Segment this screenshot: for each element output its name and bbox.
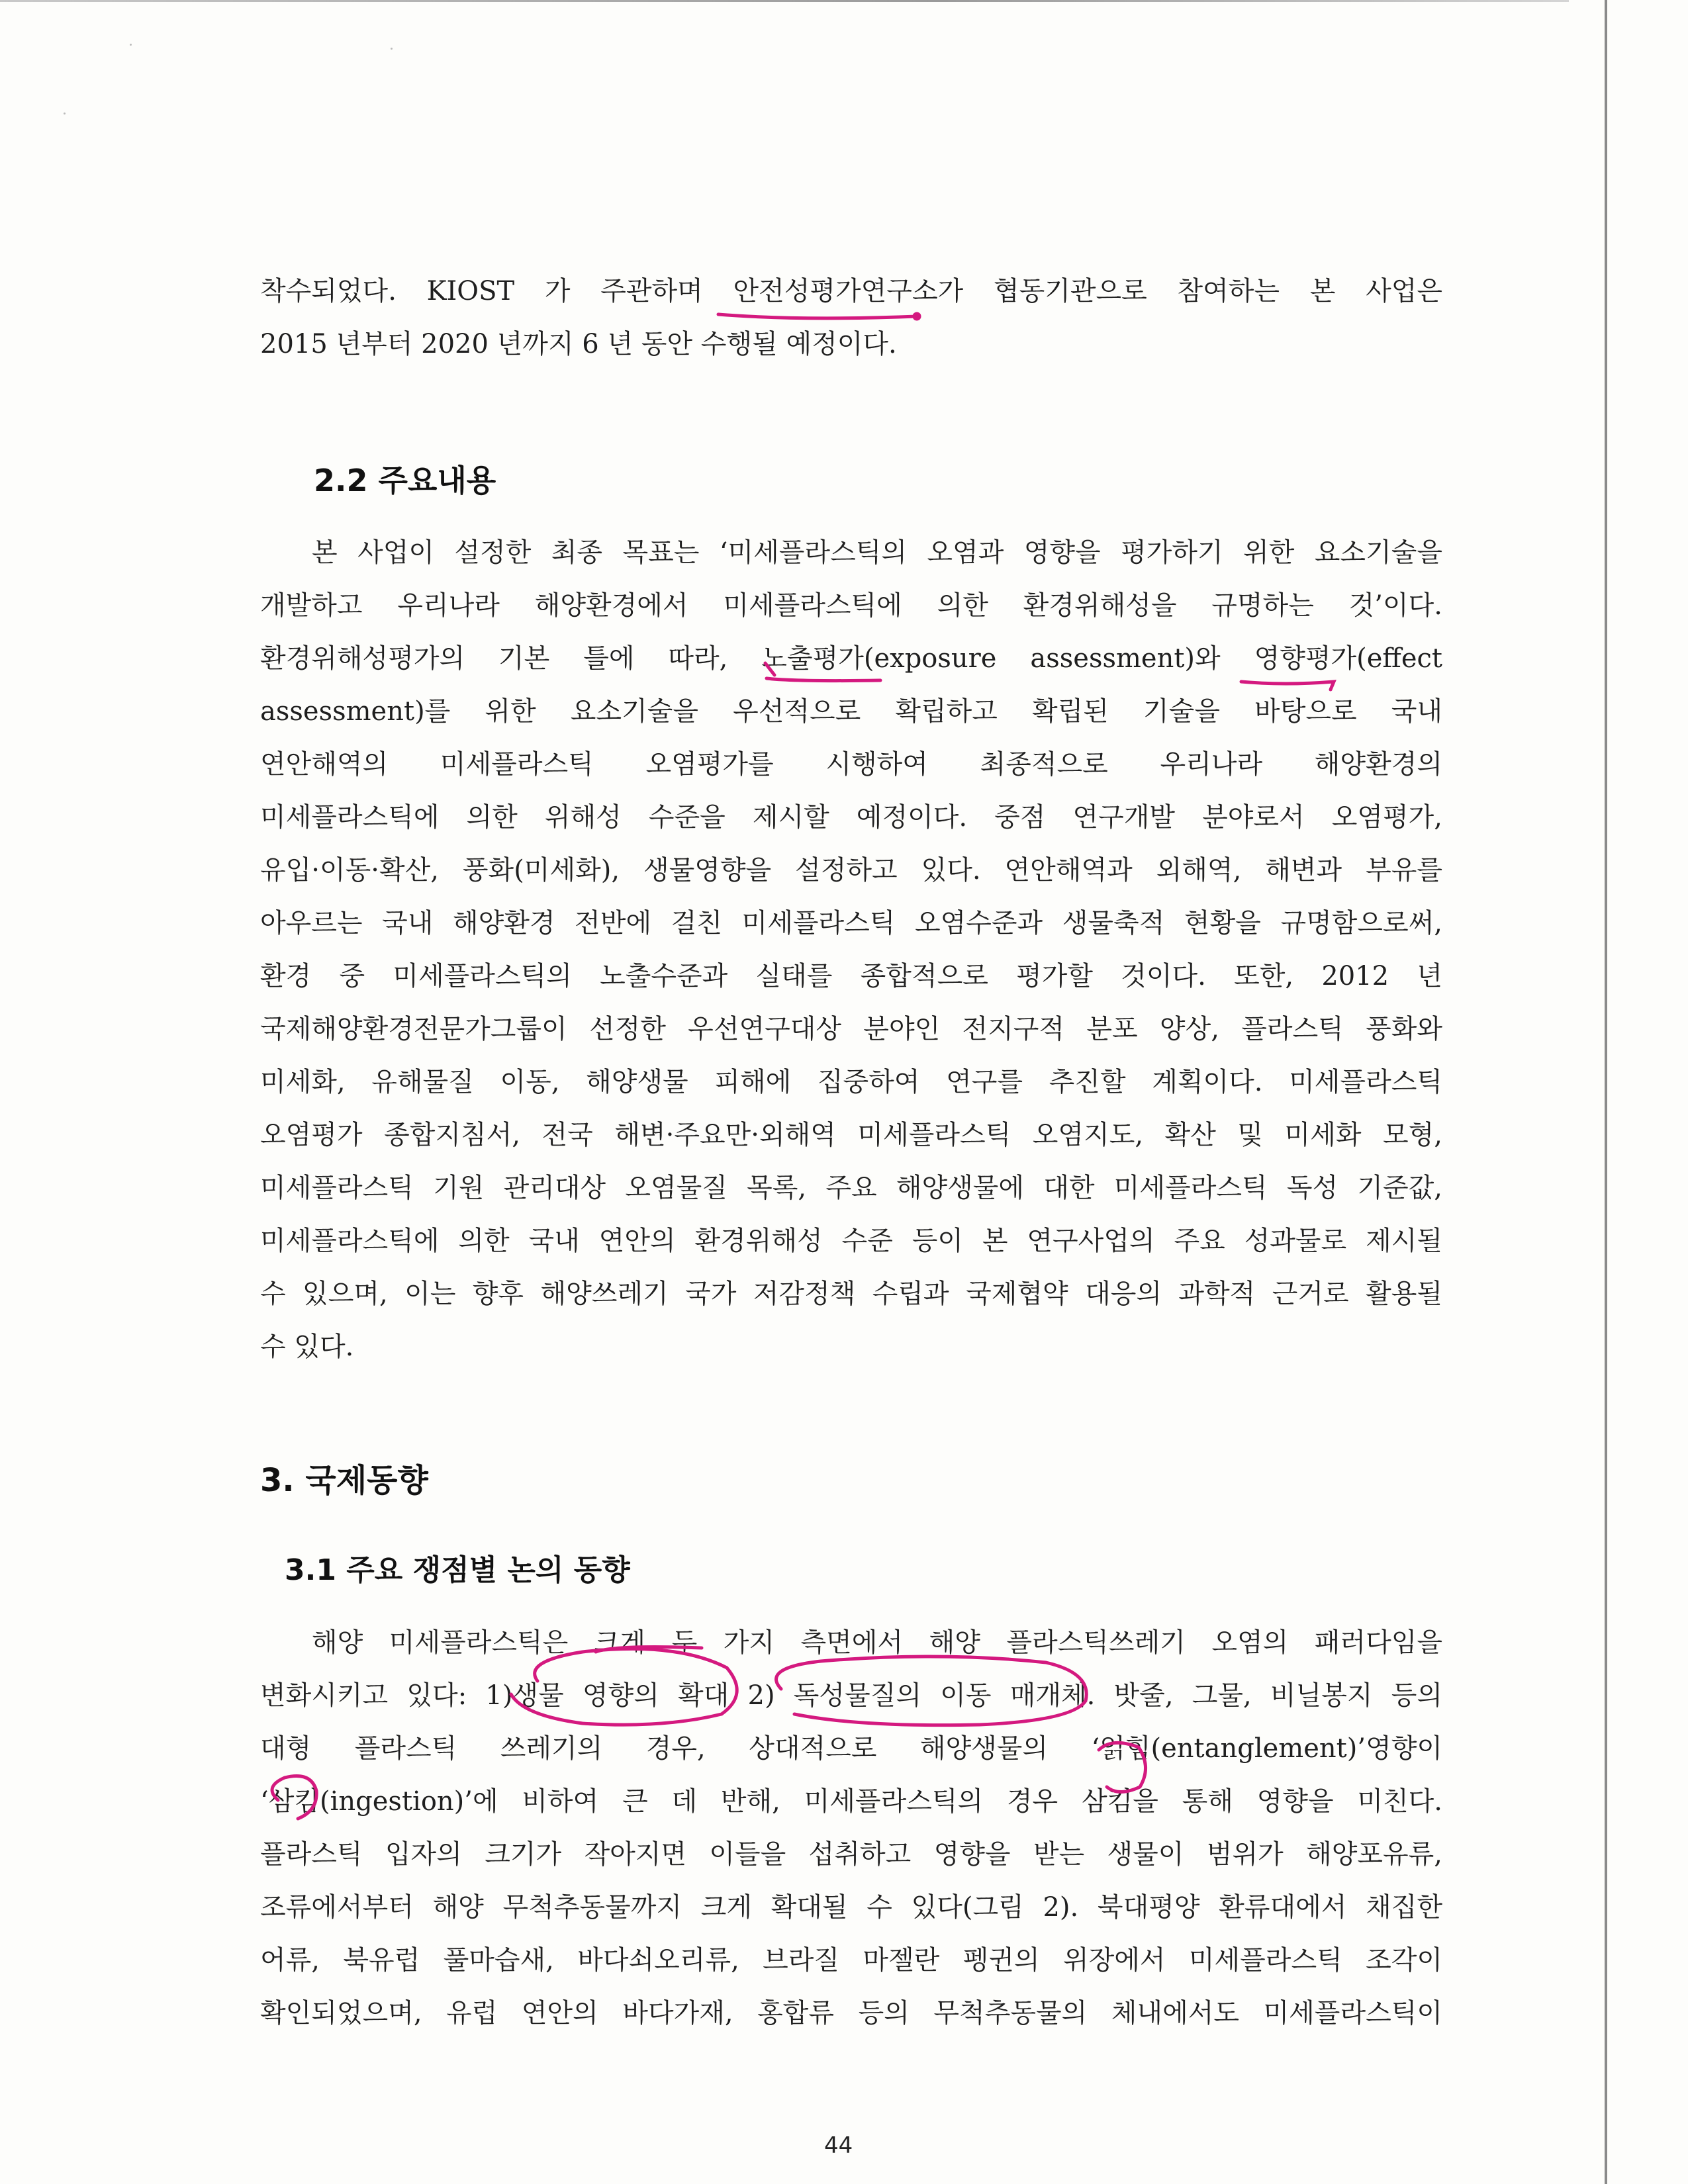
s22-line-3: 환경위해성평가의 기본 틀에 따라, 노출평가(exposure assessment)와 영향평가(effect	[260, 643, 1442, 674]
s22-line-15: 수 있으며, 이는 향후 해양쓰레기 국가 저감정책 수립과 국제협약 대응의 과학적 근거로 활용될	[260, 1279, 1442, 1309]
s31-line-7: 어류, 북유럽 풀마습새, 바다쇠오리류, 브라질 마젤란 펭귄의 위장에서 미세플라스틱 조각이	[260, 1945, 1442, 1976]
s22-line-2: 개발하고 우리나라 해양환경에서 미세플라스틱에 의한 환경위해성을 규명하는 것’이다.	[260, 590, 1442, 621]
intro-line-2: 2015 년부터 2020 년까지 6 년 동안 수행될 예정이다.	[260, 329, 897, 359]
s22-line-4: assessment)를 위한 요소기술을 우선적으로 확립하고 확립된 기술을 바탕으로 국내	[260, 696, 1442, 727]
section-heading-2-2: 2.2 주요내용	[314, 463, 496, 498]
intro-line-1: 착수되었다. KIOST 가 주관하며 안전성평가연구소가 협동기관으로 참여하는 본 사업은	[260, 276, 1442, 306]
s22-line-10: 국제해양환경전문가그룹이 선정한 우선연구대상 분야인 전지구적 분포 양상, 플라스틱 풍화와	[260, 1014, 1442, 1044]
s31-line-5: 플라스틱 입자의 크기가 작아지면 이들을 섭취하고 영향을 받는 생물이 범위가 해양포유류,	[260, 1839, 1442, 1870]
page-number: 44	[824, 2132, 853, 2159]
s22-line-1: 본 사업이 설정한 최종 목표는 ‘미세플라스틱의 오염과 영향을 평가하기 위한 요소기술을	[312, 537, 1442, 568]
s22-line-9: 환경 중 미세플라스틱의 노출수준과 실태를 종합적으로 평가할 것이다. 또한, 2012 년	[260, 961, 1442, 991]
s31-line-1: 해양 미세플라스틱은 크게 두 가지 측면에서 해양 플라스틱쓰레기 오염의 패러다임을	[312, 1627, 1442, 1658]
scan-page-edge	[1605, 0, 1607, 2184]
s31-line-4: ‘삼킴(ingestion)’에 비하여 큰 데 반해, 미세플라스틱의 경우 삼킴을 통해 영향을 미친다.	[260, 1786, 1442, 1817]
s22-line-12: 오염평가 종합지침서, 전국 해변·주요만·외해역 미세플라스틱 오염지도, 확산 및 미세화 모형,	[260, 1120, 1442, 1150]
s31-line-2: 변화시키고 있다: 1)생물 영향의 확대 2) 독성물질의 이동 매개체. 밧줄, 그물, 비닐봉지 등의	[260, 1680, 1442, 1711]
intro-paragraph	[260, 265, 1442, 371]
s22-line-11: 미세화, 유해물질 이동, 해양생물 피해에 집중하여 연구를 추진할 계획이다. 미세플라스틱	[260, 1067, 1442, 1097]
s31-line-8: 확인되었으며, 유럽 연안의 바다가재, 홍합류 등의 무척추동물의 체내에서도 미세플라스틱이	[260, 1998, 1442, 2028]
s31-line-3: 대형 플라스틱 쓰레기의 경우, 상대적으로 해양생물의 ‘얽힘(entanglement)’영향이	[260, 1733, 1442, 1764]
section-heading-3-1: 3.1 주요 쟁점별 논의 동향	[285, 1553, 630, 1587]
section-3-1-paragraph	[260, 1616, 1442, 2040]
scan-speck	[391, 48, 393, 50]
s31-line-6: 조류에서부터 해양 무척추동물까지 크게 확대될 수 있다(그림 2). 북대평양 환류대에서 채집한	[260, 1892, 1442, 1923]
s22-line-13: 미세플라스틱 기원 관리대상 오염물질 목록, 주요 해양생물에 대한 미세플라스틱 독성 기준값,	[260, 1173, 1442, 1203]
s22-line-7: 유입·이동·확산, 풍화(미세화), 생물영향을 설정하고 있다. 연안해역과 외해역, 해변과 부유를	[260, 855, 1442, 886]
section-heading-3: 3. 국제동향	[260, 1462, 428, 1499]
s22-line-16: 수 있다.	[260, 1332, 354, 1362]
s22-line-6: 미세플라스틱에 의한 위해성 수준을 제시할 예정이다. 중점 연구개발 분야로서 오염평가,	[260, 802, 1442, 833]
scan-speck	[64, 113, 66, 114]
s22-line-14: 미세플라스틱에 의한 국내 연안의 환경위해성 수준 등이 본 연구사업의 주요 성과물로 제시될	[260, 1226, 1442, 1256]
scan-speck	[130, 44, 132, 46]
s22-line-5: 연안해역의 미세플라스틱 오염평가를 시행하여 최종적으로 우리나라 해양환경의	[260, 749, 1442, 780]
section-2-2-paragraph	[260, 526, 1442, 1373]
s22-line-8: 아우르는 국내 해양환경 전반에 걸친 미세플라스틱 오염수준과 생물축적 현황을 규명함으로써,	[260, 908, 1442, 938]
scan-top-rule	[0, 0, 1569, 2]
